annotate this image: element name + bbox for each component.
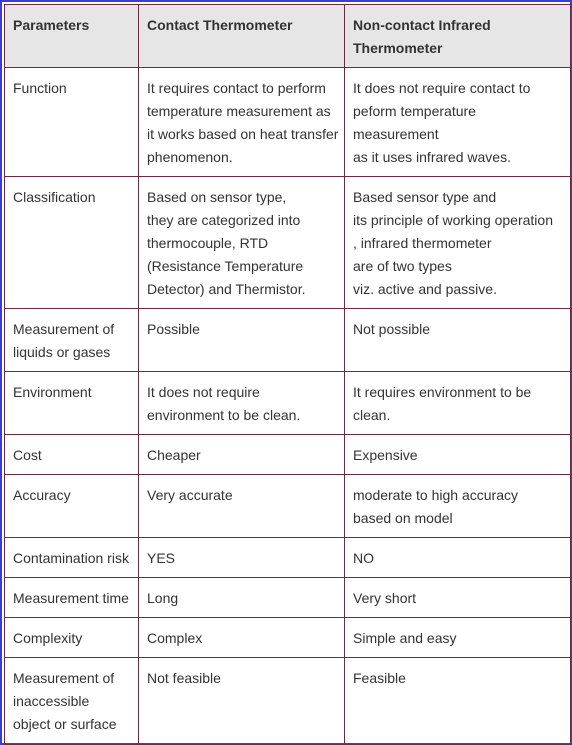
non-contact-cell: NO	[345, 538, 571, 578]
non-contact-cell: Not possible	[345, 309, 571, 372]
table-header-row	[5, 5, 571, 68]
table-row-classification	[5, 177, 571, 309]
non-contact-cell: Feasible	[345, 658, 571, 745]
table-row-inaccessible-object	[5, 658, 571, 745]
contact-cell: Possible	[139, 309, 345, 372]
non-contact-cell: Expensive	[345, 435, 571, 475]
table-row-measurement-time	[5, 578, 571, 618]
header-parameters: Parameters	[5, 5, 139, 68]
non-contact-cell: It does not require contact to peform temperature measurement as it uses infrared waves.	[345, 68, 571, 177]
row-label: Measurement time	[5, 578, 139, 618]
contact-cell: Not feasible	[139, 658, 345, 745]
row-label: Measurement of inaccessible object or surface	[5, 658, 139, 745]
comparison-table	[4, 4, 571, 745]
row-label: Classification	[5, 177, 139, 309]
table-row-measurement-liquids	[5, 309, 571, 372]
row-label: Contamination risk	[5, 538, 139, 578]
contact-cell: Very accurate	[139, 475, 345, 538]
contact-cell: It requires contact to perform temperature measurement as it works based on heat transfer phenomenon.	[139, 68, 345, 177]
table-row-contamination-risk	[5, 538, 571, 578]
row-label: Function	[5, 68, 139, 177]
contact-cell: Cheaper	[139, 435, 345, 475]
contact-cell: Long	[139, 578, 345, 618]
header-contact-thermometer: Contact Thermometer	[139, 5, 345, 68]
row-label: Cost	[5, 435, 139, 475]
non-contact-cell: Very short	[345, 578, 571, 618]
row-label: Measurement of liquids or gases	[5, 309, 139, 372]
header-non-contact-thermometer: Non-contact Infrared Thermometer	[345, 5, 571, 68]
table-row-cost	[5, 435, 571, 475]
contact-cell: Based on sensor type, they are categorized into thermocouple, RTD (Resistance Temperature Detector) and Thermistor.	[139, 177, 345, 309]
row-label: Environment	[5, 372, 139, 435]
table-row-complexity	[5, 618, 571, 658]
contact-cell: It does not require environment to be clean.	[139, 372, 345, 435]
table-row-function	[5, 68, 571, 177]
row-label: Accuracy	[5, 475, 139, 538]
non-contact-cell: Based sensor type and its principle of working operation , infrared thermometer are of two types viz. active and passive.	[345, 177, 571, 309]
row-label: Complexity	[5, 618, 139, 658]
table-row-accuracy	[5, 475, 571, 538]
table-row-environment	[5, 372, 571, 435]
non-contact-cell: Simple and easy	[345, 618, 571, 658]
non-contact-cell: It requires environment to be clean.	[345, 372, 571, 435]
contact-cell: YES	[139, 538, 345, 578]
non-contact-cell: moderate to high accuracy based on model	[345, 475, 571, 538]
contact-cell: Complex	[139, 618, 345, 658]
